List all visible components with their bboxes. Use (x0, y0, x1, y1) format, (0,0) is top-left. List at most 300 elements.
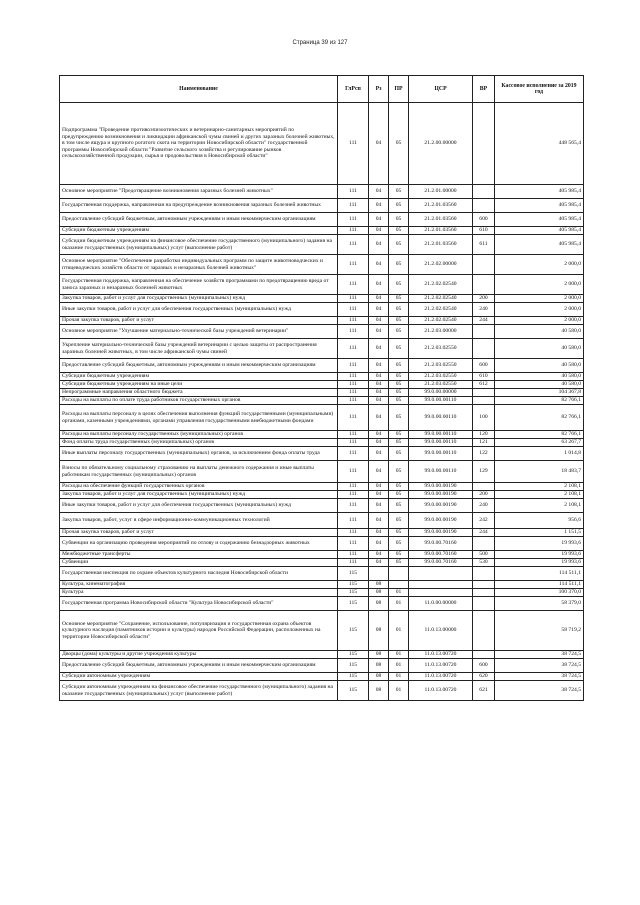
table-row (60, 537, 584, 551)
cell-amount: 40 580,0 (495, 381, 584, 389)
cell-pr: 05 (389, 381, 409, 389)
cell-amount: 38 724,5 (495, 673, 584, 681)
cell-pr: 05 (389, 103, 409, 185)
cell-csr: 11.0.13.00720 (409, 651, 473, 659)
cell-csr: 99.0.00.70160 (409, 559, 473, 567)
header-vr: ВР (473, 76, 495, 103)
table-row (60, 597, 584, 611)
cell-pr: 05 (389, 491, 409, 499)
cell-glrsp: 111 (338, 275, 369, 295)
cell-glrsp: 111 (338, 255, 369, 275)
cell-vr: 244 (473, 317, 495, 325)
cell-pr: 05 (389, 551, 409, 559)
table-row (60, 235, 584, 255)
cell-vr (473, 567, 495, 581)
cell-rz: 08 (369, 659, 389, 673)
cell-pr: 01 (389, 611, 409, 651)
cell-amount: 2 000,0 (495, 317, 584, 325)
cell-pr: 05 (389, 227, 409, 235)
cell-vr (473, 199, 495, 213)
cell-vr (473, 397, 495, 405)
cell-amount: 82 766,1 (495, 405, 584, 431)
cell-vr (473, 651, 495, 659)
cell-amount: 405 985,4 (495, 199, 584, 213)
cell-amount: 448 565,4 (495, 103, 584, 185)
cell-name: Иные закупки товаров, работ и услуг для обеспечения государственных (муниципальных) нужд (60, 303, 338, 317)
cell-glrsp: 115 (338, 611, 369, 651)
cell-csr (409, 567, 473, 581)
table-row (60, 227, 584, 235)
cell-amount: 2 108,1 (495, 483, 584, 491)
cell-csr: 99.0.00.00110 (409, 397, 473, 405)
cell-vr: 610 (473, 373, 495, 381)
cell-rz: 04 (369, 199, 389, 213)
cell-rz: 04 (369, 373, 389, 381)
cell-csr (409, 589, 473, 597)
cell-amount: 63 267,7 (495, 439, 584, 447)
cell-csr: 21.2.02.02540 (409, 295, 473, 303)
cell-vr (473, 537, 495, 551)
cell-amount: 405 985,4 (495, 213, 584, 227)
cell-pr: 05 (389, 483, 409, 491)
table-row (60, 567, 584, 581)
cell-csr: 11.0.13.00720 (409, 659, 473, 673)
cell-csr: 99.0.00.00000 (409, 389, 473, 397)
cell-csr: 21.2.01.03560 (409, 227, 473, 235)
table-row (60, 405, 584, 431)
cell-pr: 05 (389, 199, 409, 213)
table-row (60, 431, 584, 439)
header-rz: Рз (369, 76, 389, 103)
cell-glrsp: 111 (338, 439, 369, 447)
cell-rz (369, 567, 389, 581)
cell-glrsp: 115 (338, 659, 369, 673)
cell-name: Субсидии бюджетным учреждениям на финансовое обеспечение государственного (муниципального) задания на оказание государственных (муниципальных) услуг (выполнение работ) (60, 235, 338, 255)
cell-vr: 600 (473, 659, 495, 673)
cell-name: Прочая закупка товаров, работ и услуг (60, 529, 338, 537)
cell-name: Субсидии бюджетным учреждениям на иные цели (60, 381, 338, 389)
cell-amount: 2 108,1 (495, 499, 584, 513)
cell-csr: 21.2.01.03560 (409, 235, 473, 255)
cell-amount: 40 580,0 (495, 339, 584, 359)
cell-pr: 01 (389, 673, 409, 681)
cell-csr: 21.2.02.02540 (409, 275, 473, 295)
cell-pr: 05 (389, 303, 409, 317)
cell-csr: 21.2.02.02540 (409, 303, 473, 317)
cell-rz: 04 (369, 227, 389, 235)
cell-pr: 05 (389, 317, 409, 325)
cell-name: Субвенции (60, 559, 338, 567)
cell-name: Непрограммные направления областного бюджета (60, 389, 338, 397)
cell-rz: 08 (369, 597, 389, 611)
cell-vr: 500 (473, 551, 495, 559)
header-csr: ЦСР (409, 76, 473, 103)
cell-csr: 99.0.00.70160 (409, 537, 473, 551)
cell-amount: 18 483,7 (495, 461, 584, 483)
table-row (60, 461, 584, 483)
cell-vr: 240 (473, 499, 495, 513)
cell-name: Субсидии бюджетным учреждениям (60, 373, 338, 381)
cell-vr: 121 (473, 439, 495, 447)
cell-pr: 05 (389, 255, 409, 275)
cell-name: Фонд оплаты труда государственных (муниципальных) органов (60, 439, 338, 447)
cell-glrsp: 115 (338, 581, 369, 589)
cell-name: Взносы по обязательному социальному страхованию на выплаты денежного содержания и иные выплаты работникам государственных (муниципальных) органов (60, 461, 338, 483)
cell-name: Расходы на выплаты по оплате труда работников государственных органов (60, 397, 338, 405)
cell-rz: 04 (369, 405, 389, 431)
cell-name: Прочая закупка товаров, работ и услуг (60, 317, 338, 325)
table-row (60, 483, 584, 491)
table-row (60, 651, 584, 659)
cell-csr: 21.2.01.00000 (409, 185, 473, 199)
table-row (60, 303, 584, 317)
cell-csr: 11.0.13.00000 (409, 611, 473, 651)
cell-amount: 40 580,0 (495, 325, 584, 339)
cell-vr: 600 (473, 213, 495, 227)
cell-name: Расходы на обеспечение функций государственных органов (60, 483, 338, 491)
cell-name: Закупка товаров, работ и услуг для государственных (муниципальных) нужд (60, 491, 338, 499)
cell-name: Закупка товаров, работ, услуг в сфере информационно-коммуникационных технологий (60, 513, 338, 529)
cell-pr: 05 (389, 389, 409, 397)
cell-rz: 04 (369, 317, 389, 325)
cell-vr: 244 (473, 529, 495, 537)
cell-name: Культура, кинематография (60, 581, 338, 589)
cell-vr: 611 (473, 235, 495, 255)
table-row (60, 673, 584, 681)
cell-amount: 2 000,0 (495, 295, 584, 303)
cell-vr (473, 611, 495, 651)
cell-csr: 11.0.00.00000 (409, 597, 473, 611)
cell-vr (473, 339, 495, 359)
cell-pr: 05 (389, 431, 409, 439)
cell-rz: 04 (369, 103, 389, 185)
cell-glrsp: 115 (338, 651, 369, 659)
cell-vr: 200 (473, 491, 495, 499)
cell-rz: 04 (369, 559, 389, 567)
cell-glrsp: 111 (338, 431, 369, 439)
table-row (60, 529, 584, 537)
cell-glrsp: 111 (338, 185, 369, 199)
cell-name: Субвенции на организацию проведения мероприятий по отлову и содержанию безнадзорных животных (60, 537, 338, 551)
cell-amount: 1 151,5 (495, 529, 584, 537)
table-row (60, 659, 584, 673)
table-row (60, 389, 584, 397)
cell-csr: 99.0.00.00110 (409, 431, 473, 439)
cell-rz: 04 (369, 359, 389, 373)
page-number-label: Страница 39 из 127 (292, 40, 348, 46)
cell-name: Укрепление материально-технической базы учреждений ветеринарии с целью защиты от распространения заразных болезней животных, в том числе африканской чумы свиней (60, 339, 338, 359)
cell-csr: 21.2.02.00000 (409, 255, 473, 275)
cell-csr: 99.0.00.00190 (409, 499, 473, 513)
cell-amount: 19 993,6 (495, 559, 584, 567)
cell-glrsp: 115 (338, 589, 369, 597)
cell-pr: 01 (389, 589, 409, 597)
cell-name: Государственная поддержка, направленная на предупреждение возникновения заразных болезней животных (60, 199, 338, 213)
header-name: Наименование (60, 76, 338, 103)
cell-vr (473, 589, 495, 597)
cell-rz: 04 (369, 431, 389, 439)
cell-pr: 05 (389, 397, 409, 405)
cell-amount: 82 766,1 (495, 397, 584, 405)
cell-name: Субсидии бюджетным учреждениям (60, 227, 338, 235)
cell-csr: 21.2.03.02550 (409, 381, 473, 389)
cell-csr: 21.2.01.03560 (409, 213, 473, 227)
cell-glrsp: 111 (338, 559, 369, 567)
cell-pr: 05 (389, 461, 409, 483)
cell-name: Основное мероприятие "Сохранение, использование, популяризация и государственная охрана объектов культурного наследия (памятников истории и культуры) народов Российской Федерации, расположенных на территории Новосибирской области" (60, 611, 338, 651)
cell-rz: 08 (369, 673, 389, 681)
table-row (60, 499, 584, 513)
cell-glrsp: 111 (338, 447, 369, 461)
header-glrsp: ГлРсп (338, 76, 369, 103)
cell-name: Иные выплаты персоналу государственных (муниципальных) органов, за исключением фонда оплаты труда (60, 447, 338, 461)
cell-pr: 05 (389, 439, 409, 447)
table-row (60, 611, 584, 651)
cell-csr: 21.2.01.03560 (409, 199, 473, 213)
cell-vr (473, 255, 495, 275)
cell-csr: 99.0.00.00110 (409, 439, 473, 447)
cell-amount: 405 985,4 (495, 185, 584, 199)
cell-pr: 05 (389, 559, 409, 567)
cell-name: Государственная поддержка, направленная на обеспечение хозяйств программами по предотвращению вреда от заноса заразных и незаразных болезней животных (60, 275, 338, 295)
cell-csr: 11.0.13.00720 (409, 673, 473, 681)
cell-name: Субсидии автономным учреждениям на финансовое обеспечение государственного (муниципального) задания на оказание государственных (муниципальных) услуг (выполнение работ) (60, 681, 338, 701)
table-row (60, 295, 584, 303)
cell-name: Предоставление субсидий бюджетным, автономным учреждениям и иным некоммерческим организациям (60, 359, 338, 373)
cell-amount: 114 511,1 (495, 581, 584, 589)
table-row (60, 589, 584, 597)
cell-name: Государственная инспекция по охране объектов культурного наследия Новосибирской области (60, 567, 338, 581)
cell-csr: 21.2.00.00000 (409, 103, 473, 185)
cell-rz: 04 (369, 439, 389, 447)
cell-vr (473, 597, 495, 611)
cell-pr: 05 (389, 537, 409, 551)
cell-csr: 99.0.00.70160 (409, 551, 473, 559)
table-row (60, 513, 584, 529)
table-row (60, 397, 584, 405)
cell-pr: 05 (389, 359, 409, 373)
cell-rz: 08 (369, 589, 389, 597)
table-row (60, 551, 584, 559)
table-row (60, 103, 584, 185)
header-cash-execution: Кассовое исполнение за 2019 год (495, 76, 584, 103)
cell-csr: 99.0.00.00110 (409, 447, 473, 461)
cell-rz: 04 (369, 491, 389, 499)
cell-name: Предоставление субсидий бюджетным, автономным учреждениям и иным некоммерческим организациям (60, 213, 338, 227)
table-row (60, 275, 584, 295)
cell-vr (473, 483, 495, 491)
cell-glrsp: 111 (338, 483, 369, 491)
cell-rz: 04 (369, 461, 389, 483)
cell-glrsp: 111 (338, 103, 369, 185)
cell-rz: 04 (369, 499, 389, 513)
cell-name: Основное мероприятие "Обеспечение разработки индивидуальных программ по защите животноводческих и птицеводческих хозяйств области от заразных и незаразных болезней животных" (60, 255, 338, 275)
cell-glrsp: 111 (338, 397, 369, 405)
table-row (60, 381, 584, 389)
cell-pr: 01 (389, 597, 409, 611)
cell-vr (473, 103, 495, 185)
cell-pr: 05 (389, 373, 409, 381)
cell-pr: 05 (389, 499, 409, 513)
cell-csr: 99.0.00.00190 (409, 491, 473, 499)
cell-glrsp: 111 (338, 491, 369, 499)
cell-glrsp: 111 (338, 551, 369, 559)
cell-pr (389, 581, 409, 589)
table-row (60, 681, 584, 701)
table-header-row (60, 76, 584, 103)
table-row (60, 439, 584, 447)
cell-pr: 05 (389, 185, 409, 199)
cell-vr: 200 (473, 295, 495, 303)
cell-vr (473, 275, 495, 295)
cell-vr: 240 (473, 303, 495, 317)
cell-csr: 99.0.00.00110 (409, 461, 473, 483)
cell-vr: 129 (473, 461, 495, 483)
cell-csr: 99.0.00.00110 (409, 405, 473, 431)
cell-vr (473, 185, 495, 199)
cell-csr: 99.0.00.00190 (409, 529, 473, 537)
cell-pr: 05 (389, 295, 409, 303)
cell-glrsp: 111 (338, 325, 369, 339)
budget-execution-table (59, 75, 584, 701)
cell-csr: 99.0.00.00190 (409, 513, 473, 529)
cell-rz: 04 (369, 551, 389, 559)
cell-rz: 04 (369, 513, 389, 529)
header-pr: ПР (389, 76, 409, 103)
cell-rz: 08 (369, 581, 389, 589)
cell-pr: 01 (389, 651, 409, 659)
cell-pr: 05 (389, 513, 409, 529)
cell-vr: 122 (473, 447, 495, 461)
cell-amount: 1 014,8 (495, 447, 584, 461)
table-row (60, 339, 584, 359)
cell-rz: 04 (369, 537, 389, 551)
cell-glrsp: 111 (338, 499, 369, 513)
cell-vr: 242 (473, 513, 495, 529)
cell-name: Основное мероприятие "Предотвращение возникновения заразных болезней животных" (60, 185, 338, 199)
cell-vr: 620 (473, 673, 495, 681)
cell-name: Дворцы (дома) культуры и другие учреждения культуры (60, 651, 338, 659)
cell-csr: 21.2.03.00000 (409, 325, 473, 339)
cell-pr: 05 (389, 529, 409, 537)
table-row (60, 373, 584, 381)
cell-glrsp: 115 (338, 597, 369, 611)
cell-rz: 04 (369, 275, 389, 295)
table-row (60, 255, 584, 275)
cell-name: Межбюджетные трансферты (60, 551, 338, 559)
cell-csr: 21.2.03.02550 (409, 339, 473, 359)
cell-glrsp: 111 (338, 339, 369, 359)
cell-rz: 04 (369, 325, 389, 339)
table-row (60, 325, 584, 339)
table-row (60, 559, 584, 567)
cell-vr: 621 (473, 681, 495, 701)
table-row (60, 447, 584, 461)
cell-amount: 100 370,0 (495, 589, 584, 597)
cell-rz: 04 (369, 529, 389, 537)
cell-glrsp: 111 (338, 213, 369, 227)
cell-name: Субсидии автономным учреждениям (60, 673, 338, 681)
cell-rz: 04 (369, 397, 389, 405)
cell-glrsp: 111 (338, 373, 369, 381)
cell-vr: 612 (473, 381, 495, 389)
cell-glrsp: 111 (338, 389, 369, 397)
cell-name: Предоставление субсидий бюджетным, автономным учреждениям и иным некоммерческим организациям (60, 659, 338, 673)
cell-pr: 05 (389, 339, 409, 359)
cell-amount: 40 580,0 (495, 373, 584, 381)
cell-glrsp: 111 (338, 513, 369, 529)
cell-csr: 21.2.02.02540 (409, 317, 473, 325)
cell-pr: 01 (389, 681, 409, 701)
cell-pr: 01 (389, 659, 409, 673)
cell-amount: 58 719,2 (495, 611, 584, 651)
cell-glrsp: 111 (338, 295, 369, 303)
cell-amount: 2 000,0 (495, 255, 584, 275)
cell-amount: 405 985,4 (495, 235, 584, 255)
cell-pr: 05 (389, 447, 409, 461)
cell-csr: 11.0.13.00720 (409, 681, 473, 701)
cell-name: Расходы на выплаты персоналу в целях обеспечения выполнения функций государственными (муниципальными) органами, казенными учреждениями, органами управления государственными внебюджетными фондами (60, 405, 338, 431)
cell-amount: 38 724,5 (495, 651, 584, 659)
cell-amount: 2 108,1 (495, 491, 584, 499)
cell-vr (473, 325, 495, 339)
cell-glrsp: 111 (338, 199, 369, 213)
cell-glrsp: 115 (338, 681, 369, 701)
cell-rz: 04 (369, 185, 389, 199)
cell-rz: 04 (369, 447, 389, 461)
cell-pr: 05 (389, 213, 409, 227)
cell-vr: 530 (473, 559, 495, 567)
table-row (60, 213, 584, 227)
cell-amount: 19 993,6 (495, 551, 584, 559)
cell-rz: 04 (369, 389, 389, 397)
cell-glrsp: 111 (338, 235, 369, 255)
cell-rz: 04 (369, 213, 389, 227)
cell-glrsp: 111 (338, 405, 369, 431)
cell-rz: 04 (369, 255, 389, 275)
cell-pr: 05 (389, 275, 409, 295)
cell-vr: 610 (473, 227, 495, 235)
table-row (60, 359, 584, 373)
cell-name: Расходы на выплаты персоналу государственных (муниципальных) органов (60, 431, 338, 439)
cell-amount: 40 580,0 (495, 359, 584, 373)
cell-rz: 08 (369, 651, 389, 659)
cell-pr (389, 567, 409, 581)
cell-glrsp: 111 (338, 381, 369, 389)
cell-vr: 120 (473, 431, 495, 439)
cell-glrsp: 111 (338, 529, 369, 537)
cell-glrsp: 111 (338, 461, 369, 483)
cell-rz: 04 (369, 235, 389, 255)
table-row (60, 491, 584, 499)
cell-pr: 05 (389, 235, 409, 255)
cell-amount: 58 379,0 (495, 597, 584, 611)
cell-csr (409, 581, 473, 589)
cell-name: Подпрограмма "Проведение противоэпизоотических и ветеринарно-санитарных мероприятий по предупреждению возникновения и ликвидации африканской чумы свиней и других заразных болезней животных, в том числе ящура и крупного рогатого скота на территории Новосибирской области" государственной программы Новосибирской области "Развитие сельского хозяйства и регулирование рынков сельскохозяйственной продукции, сырья и продовольствия в Новосибирской области" (60, 103, 338, 185)
cell-pr: 05 (389, 405, 409, 431)
cell-rz: 08 (369, 681, 389, 701)
cell-csr: 99.0.00.00190 (409, 483, 473, 491)
cell-vr (473, 581, 495, 589)
cell-pr: 05 (389, 325, 409, 339)
cell-amount: 19 993,6 (495, 537, 584, 551)
cell-name: Закупка товаров, работ и услуг для государственных (муниципальных) нужд (60, 295, 338, 303)
cell-csr: 21.2.03.02550 (409, 359, 473, 373)
cell-glrsp: 111 (338, 537, 369, 551)
cell-vr: 600 (473, 359, 495, 373)
cell-glrsp: 111 (338, 227, 369, 235)
cell-amount: 2 000,0 (495, 303, 584, 317)
